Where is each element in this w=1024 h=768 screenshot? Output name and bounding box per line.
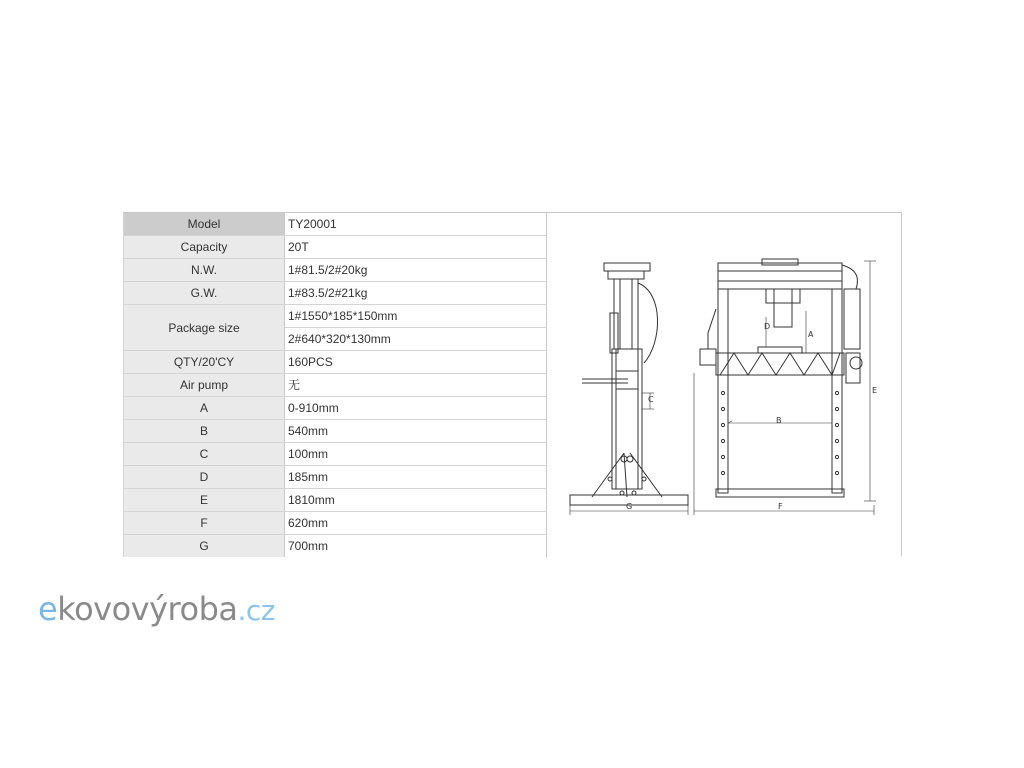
spec-value: 0-910mm <box>285 397 547 420</box>
spec-row-c <box>124 443 547 466</box>
spec-label: Package size <box>124 305 285 351</box>
press-drawing-svg <box>544 213 902 557</box>
logo-part-e: e <box>38 590 58 628</box>
spec-label: B <box>124 420 285 443</box>
dim-label-b: B <box>776 416 782 425</box>
spec-row-d <box>124 466 547 489</box>
spec-value: TY20001 <box>285 213 547 236</box>
spec-label: Capacity <box>124 236 285 259</box>
spec-value: 620mm <box>285 512 547 535</box>
spec-value: 100mm <box>285 443 547 466</box>
spec-label: G <box>124 535 285 558</box>
spec-row-a <box>124 397 547 420</box>
spec-value: 1#83.5/2#21kg <box>285 282 547 305</box>
spec-label: Model <box>124 213 285 236</box>
side-view <box>570 263 688 515</box>
dim-label-f: F <box>778 502 783 511</box>
spec-row-airpump <box>124 374 547 397</box>
dim-label-e: E <box>872 386 878 395</box>
ekovovyroba-logo[interactable] <box>38 590 275 628</box>
spec-value: 540mm <box>285 420 547 443</box>
dim-label-c: C <box>648 395 654 404</box>
spec-label: G.W. <box>124 282 285 305</box>
spec-value: 2#640*320*130mm <box>285 328 547 351</box>
spec-value: 185mm <box>285 466 547 489</box>
spec-label: QTY/20'CY <box>124 351 285 374</box>
spec-value: 160PCS <box>285 351 547 374</box>
spec-row-nw <box>124 259 547 282</box>
spec-label: C <box>124 443 285 466</box>
spec-row-qty <box>124 351 547 374</box>
spec-label: Air pump <box>124 374 285 397</box>
dim-label-g: G <box>626 502 633 511</box>
spec-label: A <box>124 397 285 420</box>
dimension-labels <box>626 322 877 511</box>
spec-row-g <box>124 535 547 558</box>
spec-row-b <box>124 420 547 443</box>
spec-label: N.W. <box>124 259 285 282</box>
logo-part-kovovyroba: kovovýroba <box>57 590 238 628</box>
spec-label: D <box>124 466 285 489</box>
spec-value: 1#81.5/2#20kg <box>285 259 547 282</box>
spec-value: 20T <box>285 236 547 259</box>
spec-value: 1810mm <box>285 489 547 512</box>
spec-value: 1#1550*185*150mm <box>285 305 547 328</box>
logo-part-cz: .cz <box>237 594 275 627</box>
dim-label-d: D <box>764 322 771 331</box>
spec-table <box>123 212 547 557</box>
spec-row-capacity <box>124 236 547 259</box>
press-drawing <box>544 212 902 556</box>
spec-value: 700mm <box>285 535 547 558</box>
spec-row-package <box>124 305 547 328</box>
spec-row-f <box>124 512 547 535</box>
spec-row-model <box>124 213 547 236</box>
front-view <box>694 259 876 515</box>
spec-row-gw <box>124 282 547 305</box>
dim-label-a: A <box>808 330 814 339</box>
spec-row-e <box>124 489 547 512</box>
spec-label: F <box>124 512 285 535</box>
column-holes <box>721 391 838 474</box>
spec-label: E <box>124 489 285 512</box>
spec-value: 无 <box>285 374 547 397</box>
